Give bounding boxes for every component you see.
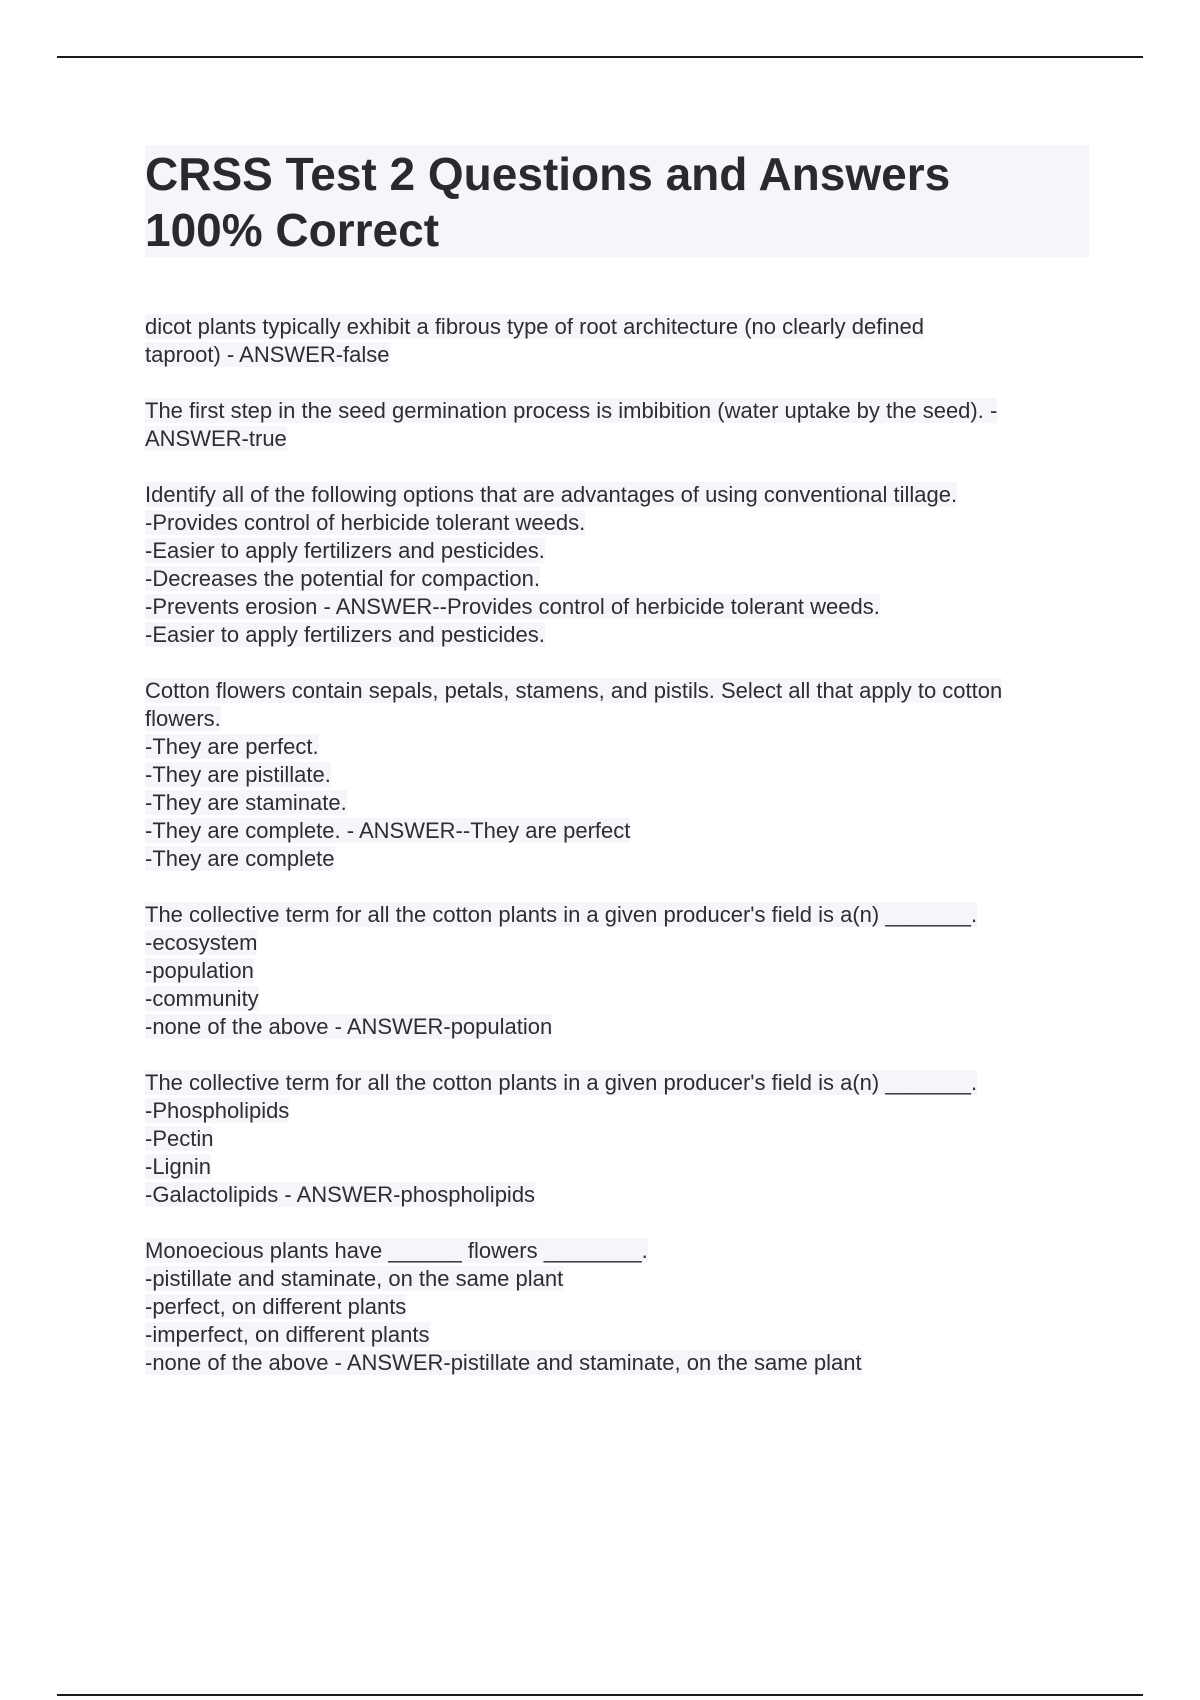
question-line	[145, 425, 1095, 453]
line-text: The collective term for all the cotton plants in a given producer's field is a(n) _______.	[145, 1070, 978, 1095]
question-line	[145, 1265, 1095, 1293]
question-line	[145, 1125, 1095, 1153]
title-line-2: 100% Correct	[145, 204, 440, 256]
line-text: -They are complete. - ANSWER--They are perfect	[145, 818, 631, 843]
line-text: Monoecious plants have ______ flowers ________.	[145, 1238, 648, 1263]
question-line	[145, 1153, 1095, 1181]
line-text: dicot plants typically exhibit a fibrous type of root architecture (no clearly defined	[145, 314, 924, 339]
question-text	[145, 481, 1095, 509]
qa-list	[145, 313, 1095, 1405]
question-line	[145, 1349, 1095, 1377]
qa-item	[145, 901, 1095, 1041]
line-text: Identify all of the following options that are advantages of using conventional tillage.	[145, 482, 958, 507]
question-text	[145, 397, 1095, 425]
question-line	[145, 1181, 1095, 1209]
line-text: taproot) - ANSWER-false	[145, 342, 390, 367]
line-text: -none of the above - ANSWER-pistillate and staminate, on the same plant	[145, 1350, 862, 1375]
line-text: -community	[145, 986, 259, 1011]
question-line	[145, 341, 1095, 369]
line-text: -perfect, on different plants	[145, 1294, 407, 1319]
question-line	[145, 929, 1095, 957]
line-text: -Pectin	[145, 1126, 214, 1151]
line-text: -Provides control of herbicide tolerant weeds.	[145, 510, 586, 535]
header-rule	[57, 56, 1143, 58]
question-text	[145, 901, 1095, 929]
line-text: -They are perfect.	[145, 734, 319, 759]
question-text	[145, 1237, 1095, 1265]
question-line	[145, 621, 1095, 649]
line-text: -Easier to apply fertilizers and pesticides.	[145, 622, 545, 647]
line-text: ANSWER-true	[145, 426, 287, 451]
line-text: -Easier to apply fertilizers and pesticides.	[145, 538, 545, 563]
line-text: Cotton flowers contain sepals, petals, stamens, and pistils. Select all that apply to cotton	[145, 678, 1003, 703]
question-line	[145, 1097, 1095, 1125]
qa-item	[145, 1237, 1095, 1377]
question-line	[145, 565, 1095, 593]
line-text: -ecosystem	[145, 930, 258, 955]
qa-item	[145, 481, 1095, 649]
line-text: -They are pistillate.	[145, 762, 331, 787]
footer-rule	[57, 1694, 1143, 1696]
question-line	[145, 845, 1095, 873]
qa-item	[145, 1069, 1095, 1209]
line-text: -none of the above - ANSWER-population	[145, 1014, 553, 1039]
question-line	[145, 593, 1095, 621]
line-text: The first step in the seed germination process is imbibition (water uptake by the seed). -	[145, 398, 998, 423]
question-line	[145, 1293, 1095, 1321]
question-line	[145, 761, 1095, 789]
title-line-1: CRSS Test 2 Questions and Answers	[145, 148, 951, 200]
line-text: -Lignin	[145, 1154, 212, 1179]
question-line	[145, 1321, 1095, 1349]
line-text: -imperfect, on different plants	[145, 1322, 430, 1347]
qa-item	[145, 677, 1095, 873]
question-line	[145, 985, 1095, 1013]
document-title	[145, 146, 1085, 258]
question-line	[145, 509, 1095, 537]
qa-item	[145, 397, 1095, 453]
question-line	[145, 705, 1095, 733]
line-text: -Phospholipids	[145, 1098, 290, 1123]
line-text: -Galactolipids - ANSWER-phospholipids	[145, 1182, 536, 1207]
question-line	[145, 817, 1095, 845]
question-text	[145, 1069, 1095, 1097]
question-line	[145, 789, 1095, 817]
qa-item	[145, 313, 1095, 369]
line-text: -Prevents erosion - ANSWER--Provides control of herbicide tolerant weeds.	[145, 594, 880, 619]
question-line	[145, 1013, 1095, 1041]
question-line	[145, 537, 1095, 565]
question-text	[145, 677, 1095, 705]
question-line	[145, 957, 1095, 985]
line-text: -They are staminate.	[145, 790, 347, 815]
line-text: -population	[145, 958, 254, 983]
line-text: The collective term for all the cotton plants in a given producer's field is a(n) _______.	[145, 902, 978, 927]
line-text: -pistillate and staminate, on the same plant	[145, 1266, 564, 1291]
line-text: -They are complete	[145, 846, 335, 871]
question-text	[145, 313, 1095, 341]
question-line	[145, 733, 1095, 761]
line-text: flowers.	[145, 706, 221, 731]
line-text: -Decreases the potential for compaction.	[145, 566, 540, 591]
